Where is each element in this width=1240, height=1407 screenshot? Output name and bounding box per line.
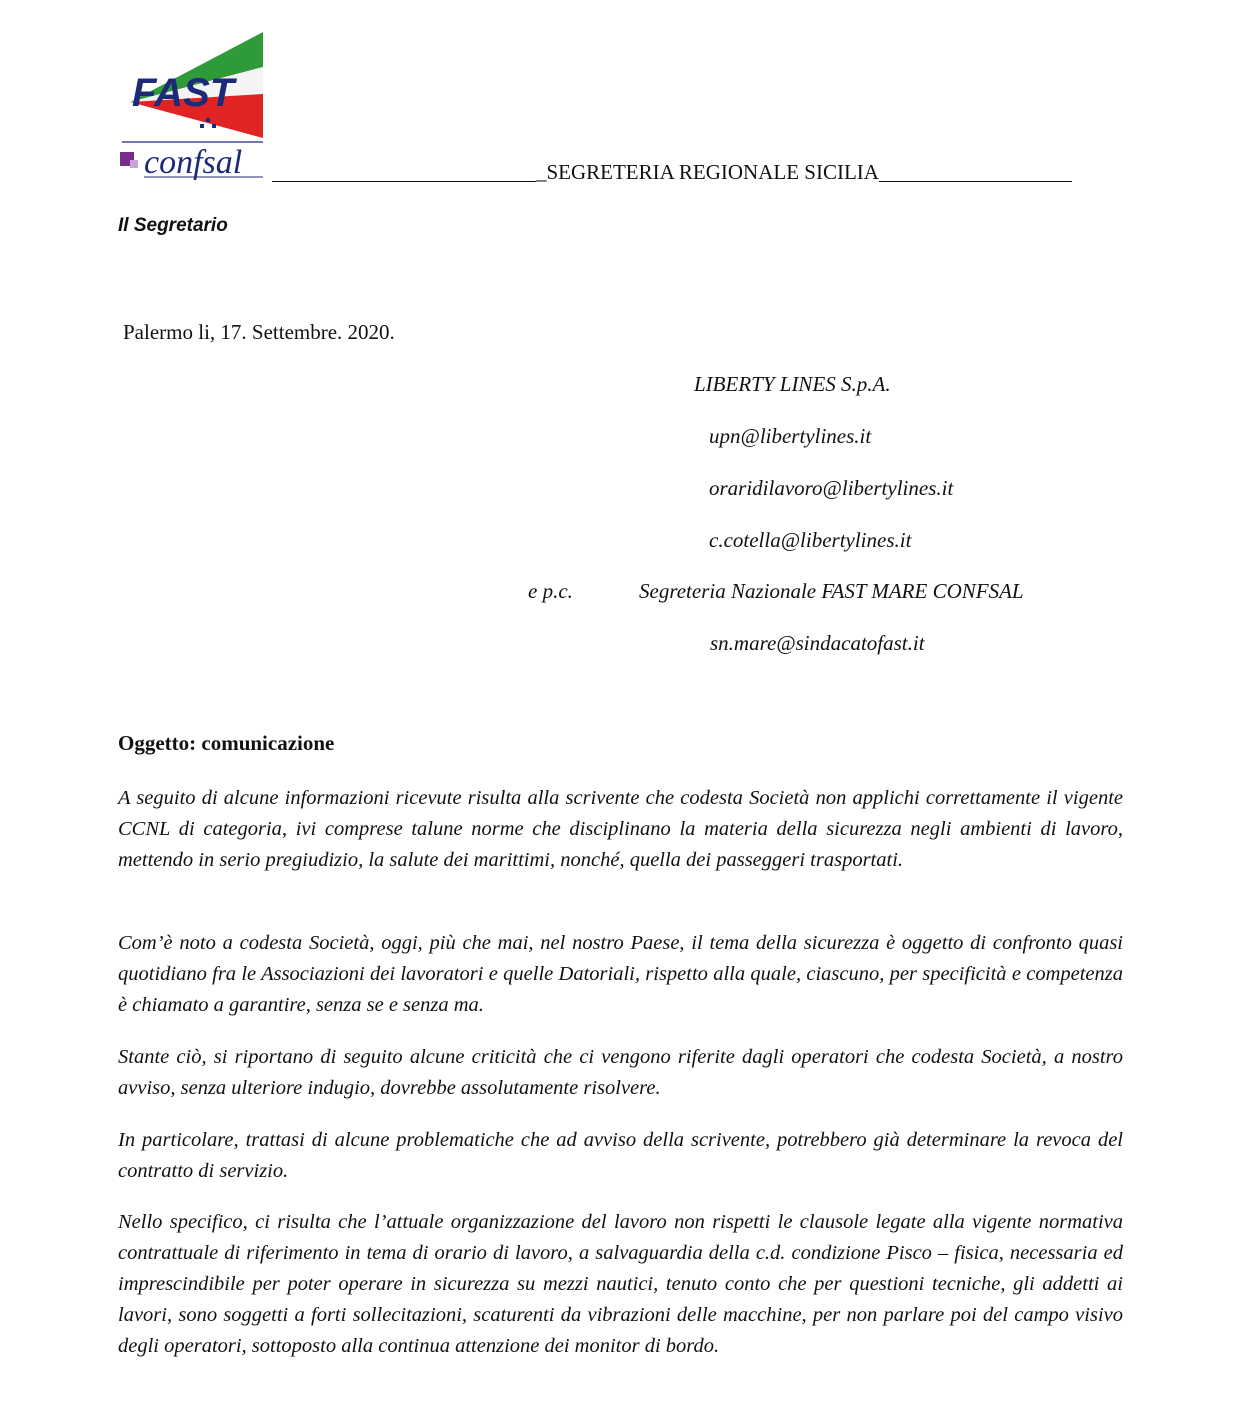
svg-text:confsal: confsal: [144, 144, 243, 180]
body-paragraph: A seguito di alcune informazioni ricevute risulta alla scrivente che codesta Società non applichi correttamente il vigente CCNL di categoria, ivi comprese talune norme che disciplinano la materia della sicurezza negli ambienti di lavoro, mettendo in serio pregiudizio, la salute dei marittimi, nonché, quella dei passeggeri trasportati.: [118, 787, 1123, 871]
recipient-email: c.cotella@libertylines.it: [709, 528, 912, 552]
recipient-email: oraridilavoro@libertylines.it: [709, 476, 954, 500]
date-line: Palermo li, 17. Settembre. 2020.: [123, 320, 395, 344]
cc-recipient: Segreteria Nazionale FAST MARE CONFSAL: [639, 579, 1024, 603]
header-rule-right: [879, 180, 1072, 182]
body-paragraph: In particolare, trattasi di alcune problematiche che ad avviso della scrivente, potrebbero già determinare la revoca del contratto di servizio.: [118, 1129, 1123, 1182]
signatory-role: Il Segretario: [118, 215, 228, 236]
header-title: SEGRETERIA REGIONALE SICILIA: [546, 160, 879, 184]
cc-label: e p.c.: [528, 579, 573, 603]
body-paragraph: Stante ciò, si riportano di seguito alcune criticità che ci vengono riferite dagli operatori che codesta Società, a nostro avviso, senza ulteriore indugio, dovrebbe assolutamente risolvere.: [118, 1046, 1123, 1099]
svg-text:FAST: FAST: [132, 71, 235, 115]
cc-email: sn.mare@sindacatofast.it: [710, 631, 925, 655]
subject-line: Oggetto: comunicazione: [118, 731, 335, 755]
recipient-company: LIBERTY LINES S.p.A.: [694, 372, 891, 396]
recipient-email: upn@libertylines.it: [709, 424, 872, 448]
body-paragraph: Nello specifico, ci risulta che l’attuale organizzazione del lavoro non rispetti le clausole legate alla vigente normativa contrattuale di riferimento in tema di orario di lavoro, a salvaguardia della c.d. condizione Pisco – fisica, necessaria ed imprescindibile per poter operare in sicurezza su mezzi nautici, tenuto conto che per questioni tecniche, gli addetti ai lavori, sono soggetti a forti sollecitazioni, scaturenti da vibrazioni delle macchine, per non parlare poi del campo visivo degli operatori, sottoposto alla continua attenzione dei monitor di bordo.: [118, 1211, 1123, 1357]
header-line: _ SEGRETERIA REGIONALE SICILIA: [272, 160, 1072, 185]
fast-confsal-logo: [118, 32, 266, 180]
header-rule-left: [272, 180, 536, 182]
body-paragraph: Com’è noto a codesta Società, oggi, più che mai, nel nostro Paese, il tema della sicurezza è oggetto di confronto quasi quotidiano fra le Associazioni dei lavoratori e quelle Datoriali, rispetto alla quale, ciascuno, per specificità e competenza è chiamato a garantire, senza se e senza ma.: [118, 932, 1123, 1016]
